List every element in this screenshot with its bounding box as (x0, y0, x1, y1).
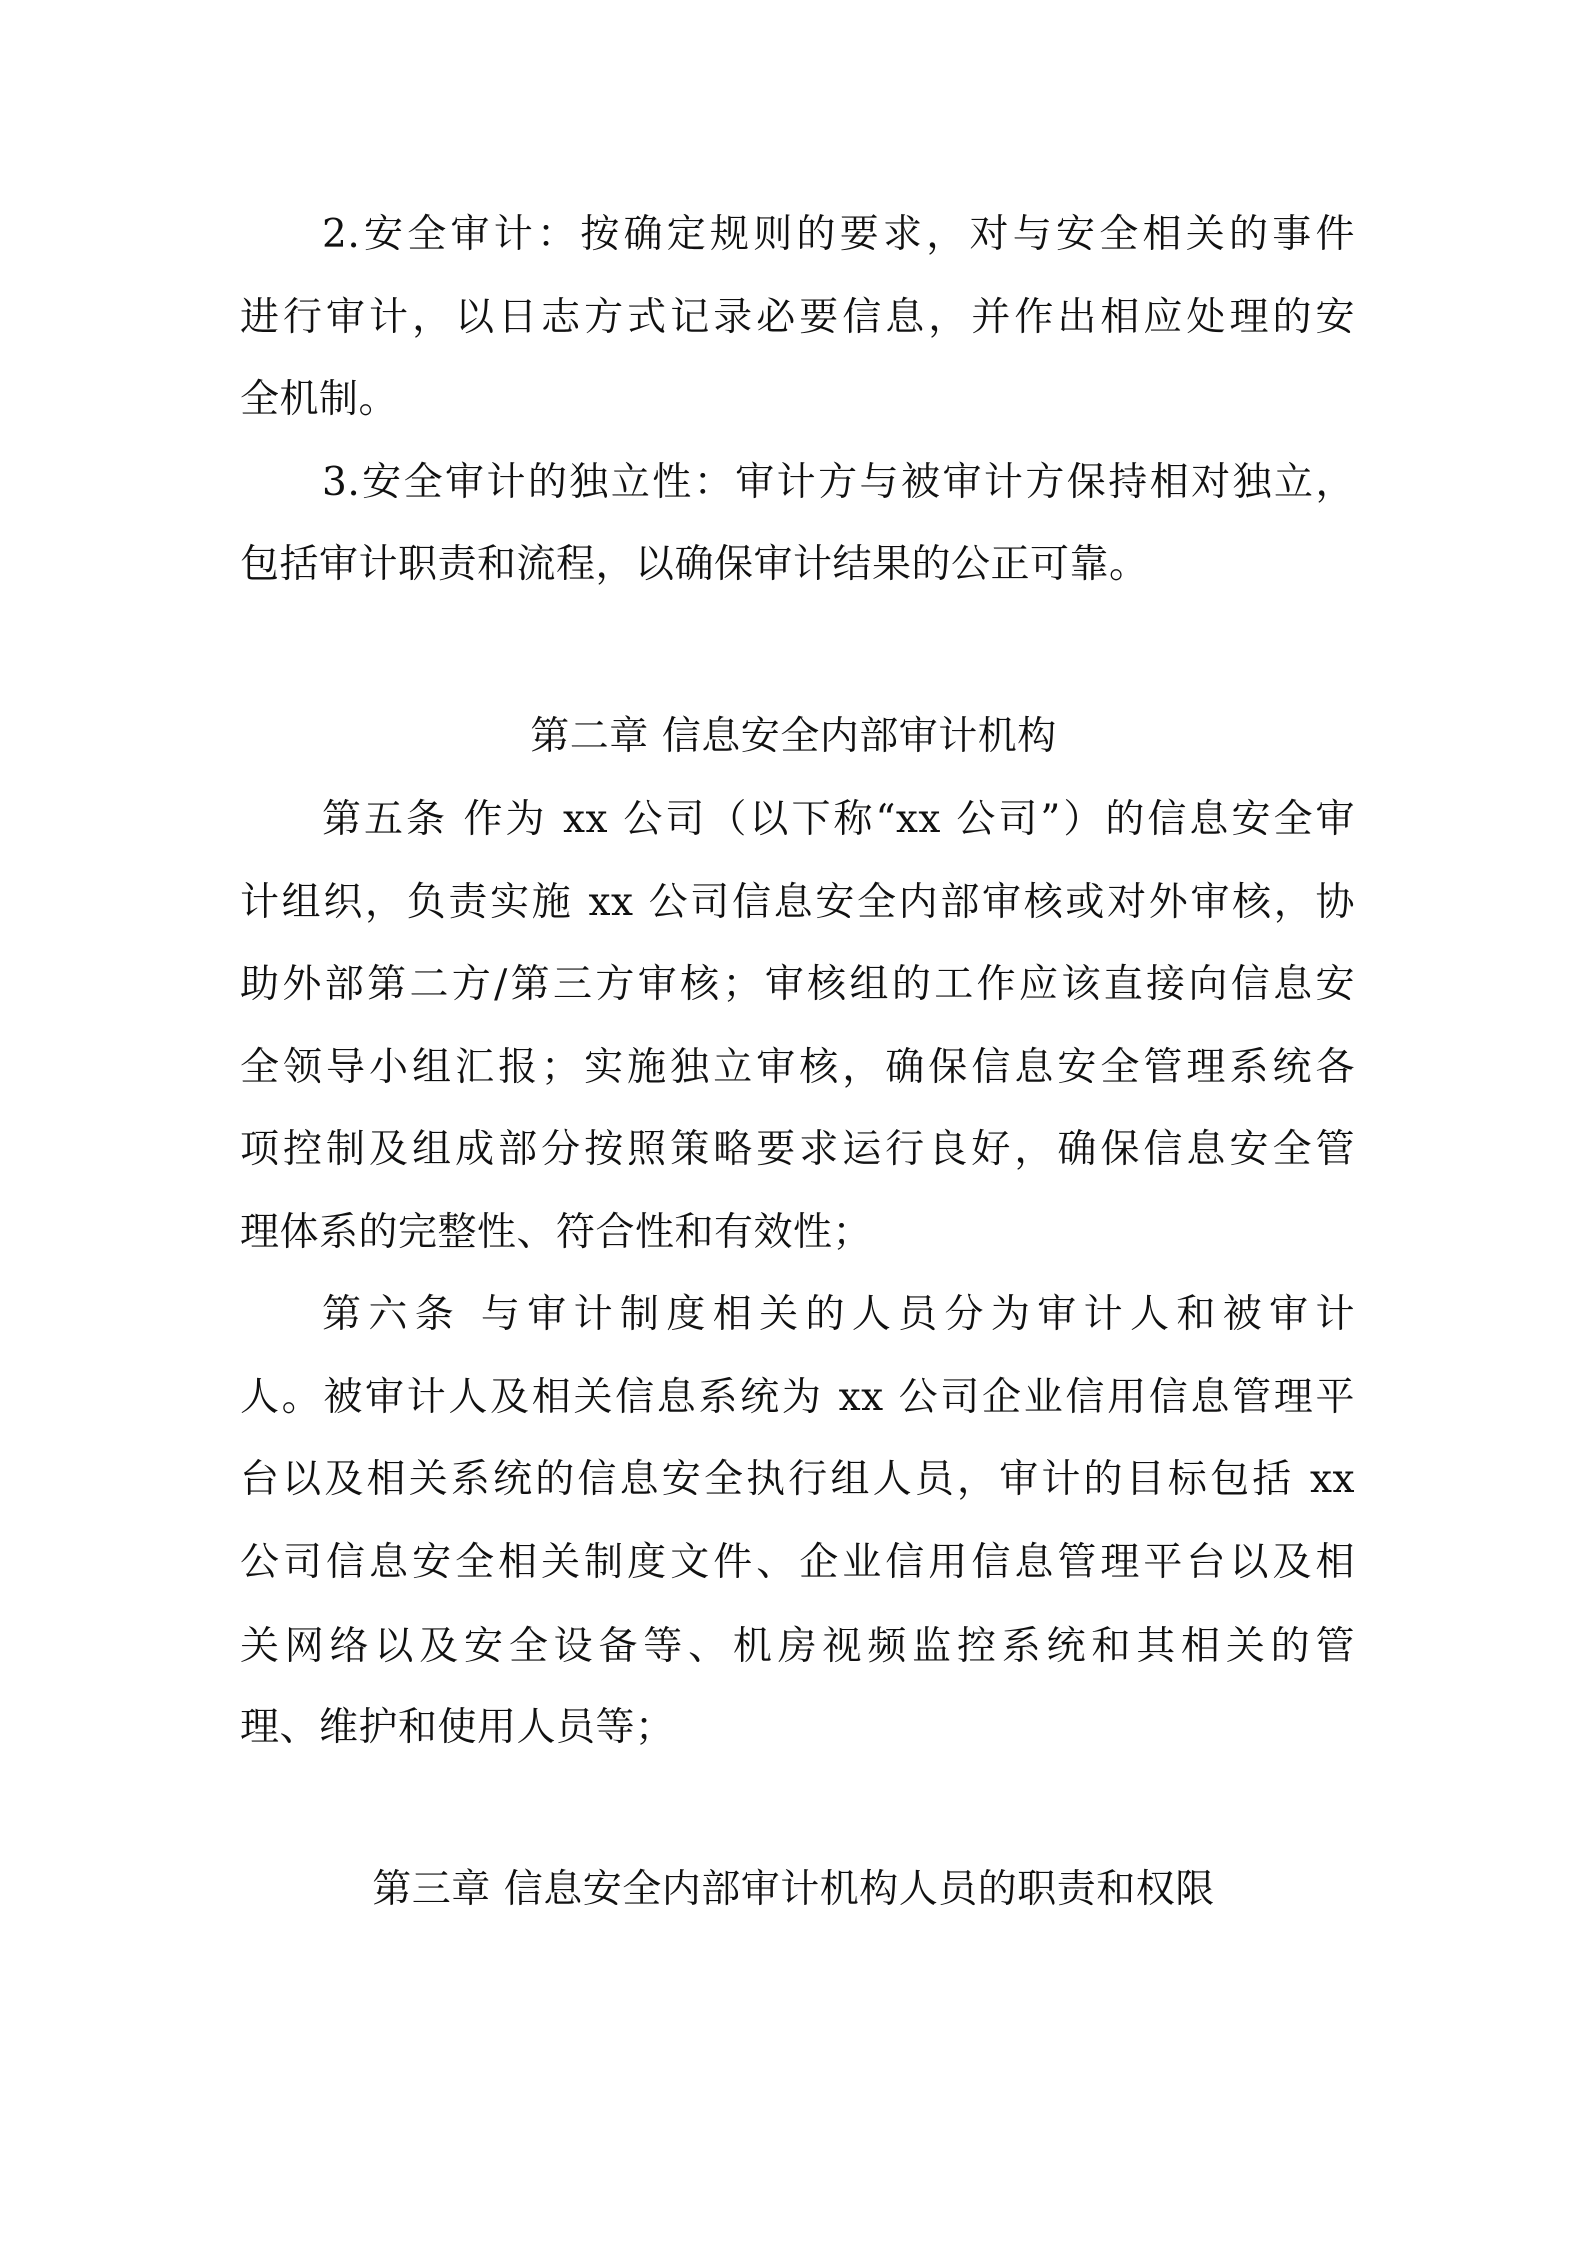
article-6-line-6: 理、维护和使用人员等； (240, 1705, 675, 1750)
article-6-line-2: 人。被审计人及相关信息系统为 xx 公司企业信用信息管理平 (240, 1375, 1355, 1420)
article-6-line-3: 台以及相关系统的信息安全执行组人员，审计的目标包括 xx (240, 1457, 1355, 1502)
chapter-3-heading: 第三章 信息安全内部审计机构人员的职责和权限 (372, 1867, 1215, 1912)
article-6-line-4: 公司信息安全相关制度文件、企业信用信息管理平台以及相 (240, 1540, 1355, 1585)
article-5-line-2: 计组织，负责实施 xx 公司信息安全内部审核或对外审核，协 (240, 880, 1355, 925)
chapter-2-heading: 第二章 信息安全内部审计机构 (530, 714, 1057, 759)
article-5-line-3: 助外部第二方/第三方审核；审核组的工作应该直接向信息安 (240, 962, 1355, 1007)
item-3-line-1: 3.安全审计的独立性：审计方与被审计方保持相对独立， (322, 460, 1355, 505)
item-3-line-2: 包括审计职责和流程，以确保审计结果的公正可靠。 (240, 542, 1149, 587)
article-5-line-5: 项控制及组成部分按照策略要求运行良好，确保信息安全管 (240, 1127, 1355, 1172)
article-5-line-6: 理体系的完整性、符合性和有效性； (240, 1210, 873, 1255)
article-6-line-1: 第六条 与审计制度相关的人员分为审计人和被审计 (322, 1292, 1355, 1337)
article-5-line-1: 第五条 作为 xx 公司（以下称“xx 公司”）的信息安全审 (322, 797, 1355, 842)
article-5-line-4: 全领导小组汇报；实施独立审核，确保信息安全管理系统各 (240, 1045, 1355, 1090)
article-6-line-5: 关网络以及安全设备等、机房视频监控系统和其相关的管 (240, 1624, 1355, 1669)
item-2-line-3: 全机制。 (240, 377, 399, 422)
item-2-line-2: 进行审计，以日志方式记录必要信息，并作出相应处理的安 (240, 295, 1355, 340)
item-2-line-1: 2.安全审计：按确定规则的要求，对与安全相关的事件 (322, 212, 1355, 257)
